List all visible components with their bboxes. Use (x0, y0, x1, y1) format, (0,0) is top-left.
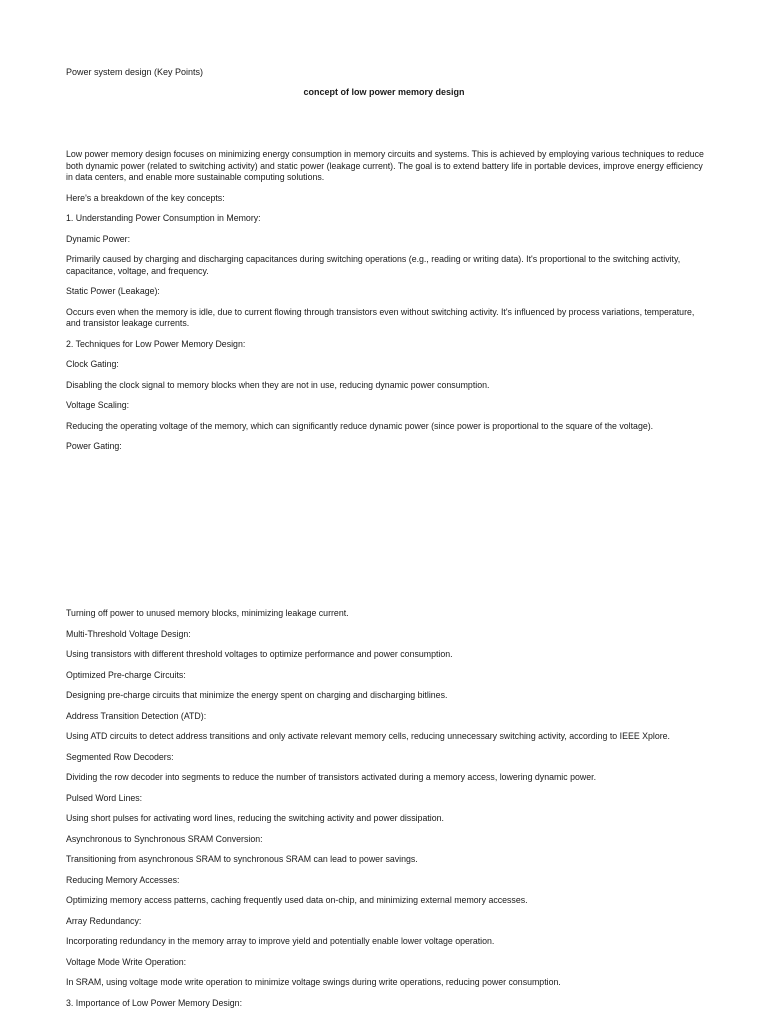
memory-accesses-text: Optimizing memory access patterns, caching frequently used data on-chip, and minimizing external memory accesses. (66, 895, 528, 905)
static-power-text: Occurs even when the memory is idle, due to current flowing through transistors even without switching activity. It's influenced by process variations, temperature, and transistor leakage currents. (66, 306, 695, 328)
content-section-2 (66, 608, 706, 1018)
voltage-scaling-text: Reducing the operating voltage of the memory, which can significantly reduce dynamic power (since power is proportional to the square of the voltage). (66, 420, 654, 431)
array-redundancy-text: Incorporating redundancy in the memory array to improve yield and potentially enable lower voltage operation. (66, 936, 495, 946)
subheading-dynamic-power: Dynamic Power: (66, 233, 131, 244)
clock-gating-text: Disabling the clock signal to memory blocks when they are not in use, reducing dynamic power consumption. (66, 379, 490, 390)
subheading-precharge: Optimized Pre-charge Circuits: (66, 669, 186, 680)
multi-threshold-text: Using transistors with different threshold voltages to optimize performance and power consumption. (66, 649, 453, 659)
voltage-mode-write-text: In SRAM, using voltage mode write operation to minimize voltage swings during write operations, reducing power consumption. (66, 977, 561, 987)
content-section-1 (66, 149, 706, 462)
heading-understanding-power: 1. Understanding Power Consumption in Memory: (66, 213, 261, 223)
row-decoders-text: Dividing the row decoder into segments to reduce the number of transistors activated during a memory access, lowering dynamic power. (66, 772, 597, 782)
subheading-pulsed-word-lines: Pulsed Word Lines: (66, 792, 143, 803)
intro-paragraph: Low power memory design focuses on minimizing energy consumption in memory circuits and systems. This is achieved by employing various techniques to reduce both dynamic power (related to switching activity) and static power (leakage current). The goal is to extend battery life in portable devices, improve energy efficiency in data centers, and enable more sustainable computing solutions. (66, 149, 704, 182)
precharge-text: Designing pre-charge circuits that minimize the energy spent on charging and discharging bitlines. (66, 690, 448, 700)
pulsed-word-lines-text: Using short pulses for activating word lines, reducing the switching activity and power dissipation. (66, 813, 444, 823)
subheading-atd: Address Transition Detection (ATD): (66, 710, 207, 721)
dynamic-power-text: Primarily caused by charging and discharging capacitances during switching operations (e.g., reading or writing data). It's proportional to the switching activity, capacitance, voltage, and frequency. (66, 254, 681, 276)
subheading-memory-accesses: Reducing Memory Accesses: (66, 874, 180, 885)
document-header: Power system design (Key Points) (66, 67, 204, 77)
power-gating-text: Turning off power to unused memory blocks, minimizing leakage current. (66, 608, 349, 618)
heading-techniques: 2. Techniques for Low Power Memory Design: (66, 338, 246, 349)
subheading-row-decoders: Segmented Row Decoders: (66, 751, 174, 762)
sram-conversion-text: Transitioning from asynchronous SRAM to synchronous SRAM can lead to power savings. (66, 854, 418, 864)
subheading-sram-conversion: Asynchronous to Synchronous SRAM Conversion: (66, 833, 263, 844)
subheading-voltage-mode-write: Voltage Mode Write Operation: (66, 956, 187, 967)
subheading-clock-gating: Clock Gating: (66, 359, 119, 369)
breakdown-intro: Here's a breakdown of the key concepts: (66, 192, 225, 203)
subheading-power-gating: Power Gating: (66, 441, 122, 451)
subheading-voltage-scaling: Voltage Scaling: (66, 400, 130, 410)
subheading-multi-threshold: Multi-Threshold Voltage Design: (66, 628, 191, 639)
document-title: concept of low power memory design (303, 87, 465, 97)
heading-importance: 3. Importance of Low Power Memory Design: (66, 997, 243, 1008)
atd-text: Using ATD circuits to detect address transitions and only activate relevant memory cells, reducing unnecessary switching activity, according to IEEE Xplore. (66, 731, 670, 741)
subheading-array-redundancy: Array Redundancy: (66, 915, 142, 926)
subheading-static-power: Static Power (Leakage): (66, 286, 160, 296)
